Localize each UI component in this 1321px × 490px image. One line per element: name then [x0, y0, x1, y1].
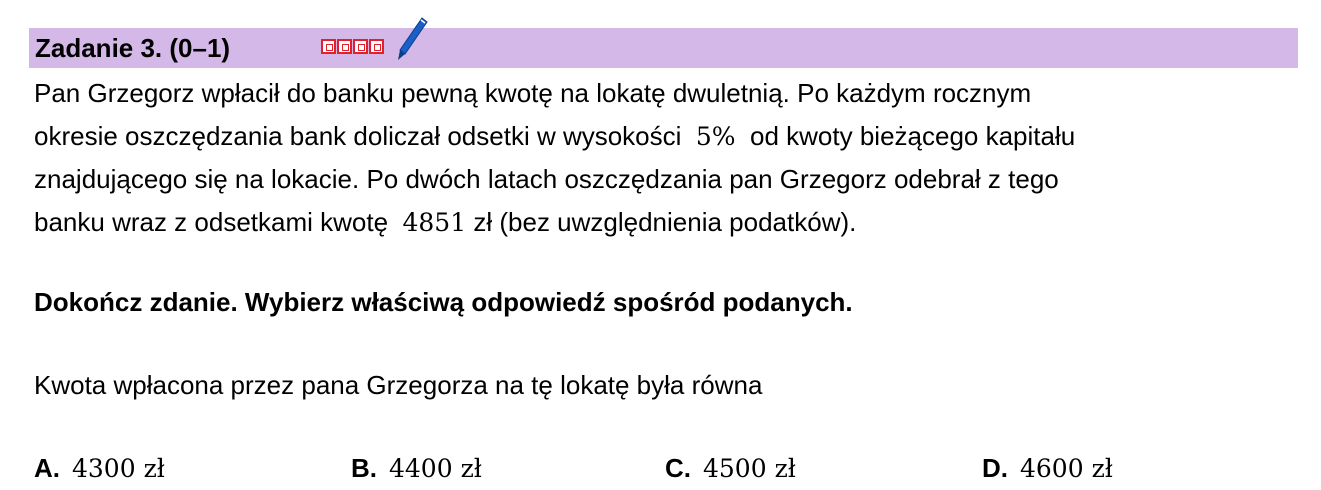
problem-line	[34, 158, 1075, 201]
problem-line	[34, 201, 1075, 244]
problem-line	[34, 115, 1075, 158]
task-header	[29, 28, 1298, 68]
text-span: Pan Grzegorz wpłacił do banku pewną kwotę na lokatę dwuletnią. Po każdym rocznym	[34, 78, 1032, 108]
text-span: od kwoty bieżącego kapitału	[750, 121, 1076, 151]
text-span: zł (bez uwzględnienia podatków).	[473, 207, 857, 237]
grade-boxes-icon	[321, 39, 385, 54]
option-letter: A.	[34, 453, 60, 483]
option-letter: B.	[351, 453, 377, 483]
withdrawn-amount: 4851	[402, 208, 467, 237]
interest-rate: 5%	[695, 122, 736, 151]
text-span: znajdującego się na lokacie. Po dwóch latach oszczędzania pan Grzegorz odebrał z tego	[34, 164, 1059, 194]
option-d[interactable]	[982, 447, 1113, 490]
problem-line	[34, 72, 1075, 115]
option-value: 4300 zł	[72, 454, 165, 483]
option-letter: D.	[982, 453, 1008, 483]
grade-box	[337, 39, 352, 54]
text-span: okresie oszczędzania bank doliczał odsetki w wysokości	[34, 121, 682, 151]
option-b[interactable]	[351, 447, 482, 490]
option-value: 4500 zł	[703, 454, 796, 483]
option-value: 4600 zł	[1020, 454, 1113, 483]
problem-text	[34, 72, 1075, 244]
option-a[interactable]	[34, 447, 165, 490]
pen-icon	[395, 16, 429, 62]
grade-box	[369, 39, 384, 54]
option-letter: C.	[665, 453, 691, 483]
grade-box	[353, 39, 368, 54]
text-span: banku wraz z odsetkami kwotę	[34, 207, 389, 237]
instruction: Dokończ zdanie. Wybierz właściwą odpowiedź spośród podanych.	[34, 287, 853, 317]
task-title: Zadanie 3. (0–1)	[35, 33, 231, 63]
option-c[interactable]	[665, 447, 796, 490]
question-stem: Kwota wpłacona przez pana Grzegorza na tę lokatę była równa	[34, 370, 763, 400]
grade-box	[321, 39, 336, 54]
option-value: 4400 zł	[389, 454, 482, 483]
